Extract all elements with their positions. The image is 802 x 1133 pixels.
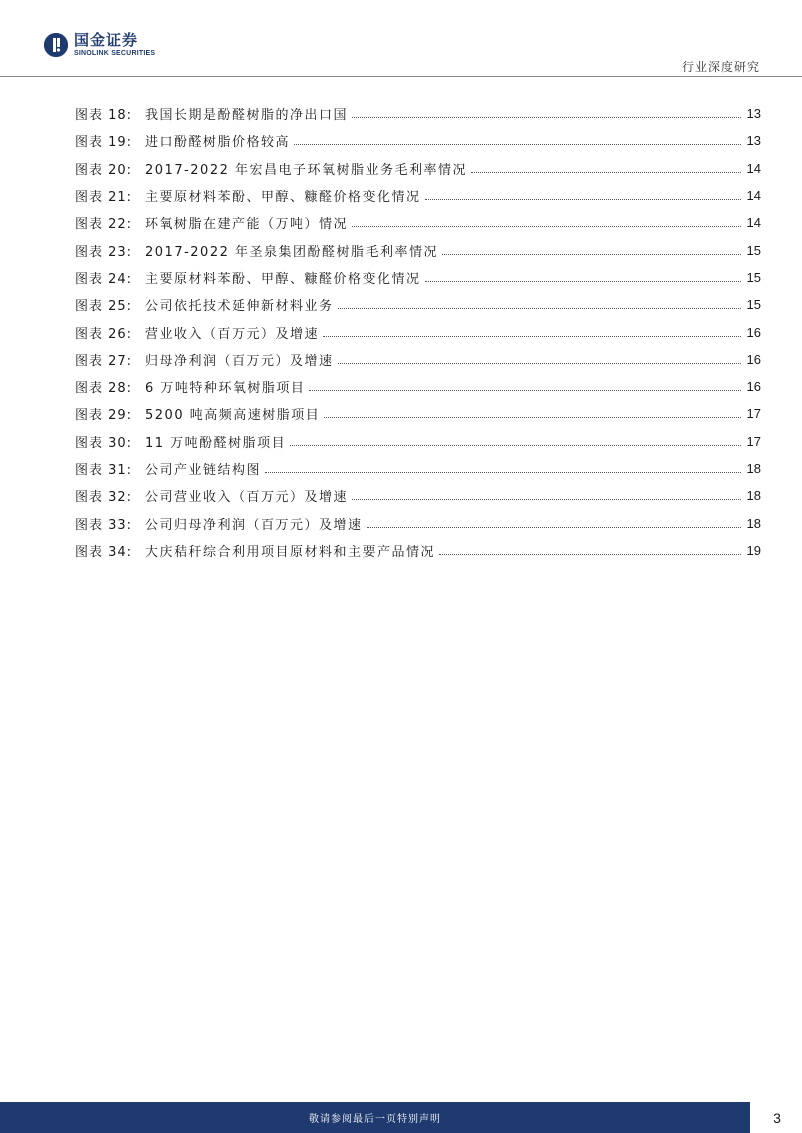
toc-entry-page: 13 bbox=[746, 133, 761, 149]
toc-entry-page: 14 bbox=[746, 188, 761, 204]
toc-dot-leader bbox=[265, 460, 741, 473]
toc-entry-label: 图表 22: bbox=[75, 217, 133, 233]
toc-entry[interactable] bbox=[75, 346, 761, 373]
toc-entry[interactable] bbox=[75, 400, 761, 427]
toc-entry-page: 19 bbox=[746, 542, 761, 558]
toc-entry-label: 图表 19: bbox=[75, 135, 133, 151]
toc-dot-leader bbox=[324, 405, 741, 418]
page-number: 3 bbox=[773, 1109, 781, 1126]
toc-entry-label: 图表 29: bbox=[75, 408, 133, 424]
toc-entry-label: 图表 32: bbox=[75, 490, 133, 506]
toc-entry-label: 图表 21: bbox=[75, 190, 133, 206]
toc-entry[interactable] bbox=[75, 373, 761, 400]
toc-dot-leader bbox=[294, 132, 741, 145]
toc-entry-title: 2017-2022 年宏昌电子环氧树脂业务毛利率情况 bbox=[145, 162, 467, 178]
header-divider bbox=[0, 76, 802, 77]
sinolink-logo-icon bbox=[44, 33, 68, 57]
toc-dot-leader bbox=[439, 542, 741, 555]
toc-entry-label: 图表 33: bbox=[75, 517, 133, 533]
toc-dot-leader bbox=[352, 487, 741, 500]
toc-dot-leader bbox=[290, 433, 741, 446]
toc-entry[interactable] bbox=[75, 428, 761, 455]
toc-entry-label: 图表 18: bbox=[75, 108, 133, 124]
toc-entry[interactable] bbox=[75, 509, 761, 536]
toc-entry-label: 图表 31: bbox=[75, 463, 133, 478]
toc-entry-title: 主要原材料苯酚、甲醇、糠醛价格变化情况 bbox=[145, 271, 421, 287]
logo-english-name: SINOLINK SECURITIES bbox=[74, 50, 156, 57]
toc-entry-page: 17 bbox=[746, 406, 761, 422]
toc-entry-page: 15 bbox=[746, 297, 761, 313]
toc-entry-title: 公司依托技术延伸新材料业务 bbox=[145, 299, 334, 315]
toc-entry[interactable] bbox=[75, 100, 761, 127]
toc-entry-title: 营业收入（百万元）及增速 bbox=[145, 326, 320, 342]
toc-entry-title: 5200 吨高频高速树脂项目 bbox=[145, 408, 321, 424]
toc-dot-leader bbox=[425, 187, 741, 200]
toc-entry-label: 图表 25: bbox=[75, 299, 133, 315]
toc-entry-label: 图表 20: bbox=[75, 162, 133, 178]
toc-entry-label: 图表 30: bbox=[75, 435, 133, 451]
toc-entry[interactable] bbox=[75, 264, 761, 291]
toc-dot-leader bbox=[471, 160, 741, 173]
toc-entry-title: 大庆秸秆综合利用项目原材料和主要产品情况 bbox=[145, 544, 436, 560]
toc-entry-page: 13 bbox=[746, 106, 761, 122]
toc-entry-label: 图表 27: bbox=[75, 353, 133, 369]
toc-entry-title: 环氧树脂在建产能（万吨）情况 bbox=[145, 217, 349, 233]
toc-entry-title: 公司归母净利润（百万元）及增速 bbox=[145, 517, 363, 533]
company-logo bbox=[44, 33, 155, 57]
toc-entry-title: 进口酚醛树脂价格较高 bbox=[145, 135, 291, 151]
toc-dot-leader bbox=[352, 105, 741, 118]
toc-dot-leader bbox=[323, 324, 741, 337]
toc-dot-leader bbox=[367, 515, 741, 528]
toc-entry-page: 16 bbox=[746, 379, 761, 395]
toc-entry-title: 11 万吨酚醛树脂项目 bbox=[145, 435, 287, 451]
toc-entry[interactable] bbox=[75, 455, 761, 482]
toc-entry-page: 15 bbox=[746, 269, 761, 285]
toc-dot-leader bbox=[352, 214, 741, 227]
toc-entry-title: 2017-2022 年圣泉集团酚醛树脂毛利率情况 bbox=[145, 244, 438, 260]
footer-disclaimer: 敬请参阅最后一页特别声明 bbox=[309, 1114, 441, 1125]
toc-entry-page: 16 bbox=[746, 351, 761, 367]
toc-dot-leader bbox=[338, 351, 741, 364]
toc-entry-title: 归母净利润（百万元）及增速 bbox=[145, 353, 334, 369]
toc-entry-label: 图表 24: bbox=[75, 271, 133, 287]
toc-entry-page: 18 bbox=[746, 488, 761, 504]
toc-entry-label: 图表 34: bbox=[75, 544, 133, 560]
toc-entry-page: 16 bbox=[746, 324, 761, 340]
toc-entry-title: 公司产业链结构图 bbox=[145, 463, 262, 478]
toc-entry-page: 15 bbox=[746, 242, 761, 258]
page-header bbox=[0, 0, 802, 80]
toc-entry[interactable] bbox=[75, 182, 761, 209]
toc-entry-label: 图表 28: bbox=[75, 381, 133, 397]
toc-entry-page: 18 bbox=[746, 461, 761, 476]
toc-entry[interactable] bbox=[75, 537, 761, 564]
toc-entry[interactable] bbox=[75, 155, 761, 182]
toc-entry[interactable] bbox=[75, 482, 761, 509]
toc-entry[interactable] bbox=[75, 127, 761, 154]
footer-bar bbox=[0, 1102, 750, 1133]
logo-chinese-name: 国金证券 bbox=[74, 31, 139, 49]
toc-dot-leader bbox=[338, 296, 741, 309]
toc-entry-title: 主要原材料苯酚、甲醇、糠醛价格变化情况 bbox=[145, 190, 421, 206]
toc-entry-label: 图表 26: bbox=[75, 326, 133, 342]
toc-entry-label: 图表 23: bbox=[75, 244, 133, 260]
toc-entry-title: 6 万吨特种环氧树脂项目 bbox=[145, 381, 306, 397]
toc-dot-leader bbox=[425, 269, 741, 282]
toc-dot-leader bbox=[442, 242, 741, 255]
toc-entry-title: 我国长期是酚醛树脂的净出口国 bbox=[145, 108, 349, 124]
toc-entry-page: 14 bbox=[746, 160, 761, 176]
toc-dot-leader bbox=[309, 378, 741, 391]
toc-entry-page: 17 bbox=[746, 433, 761, 449]
toc-entry-page: 14 bbox=[746, 215, 761, 231]
toc-entry[interactable] bbox=[75, 291, 761, 318]
toc-entry[interactable] bbox=[75, 236, 761, 263]
toc-entry-page: 18 bbox=[746, 515, 761, 531]
toc-entry[interactable] bbox=[75, 318, 761, 345]
report-category: 行业深度研究 bbox=[681, 60, 760, 74]
toc-entry[interactable] bbox=[75, 209, 761, 236]
figure-index-list bbox=[75, 100, 761, 564]
toc-entry-title: 公司营业收入（百万元）及增速 bbox=[145, 490, 349, 506]
